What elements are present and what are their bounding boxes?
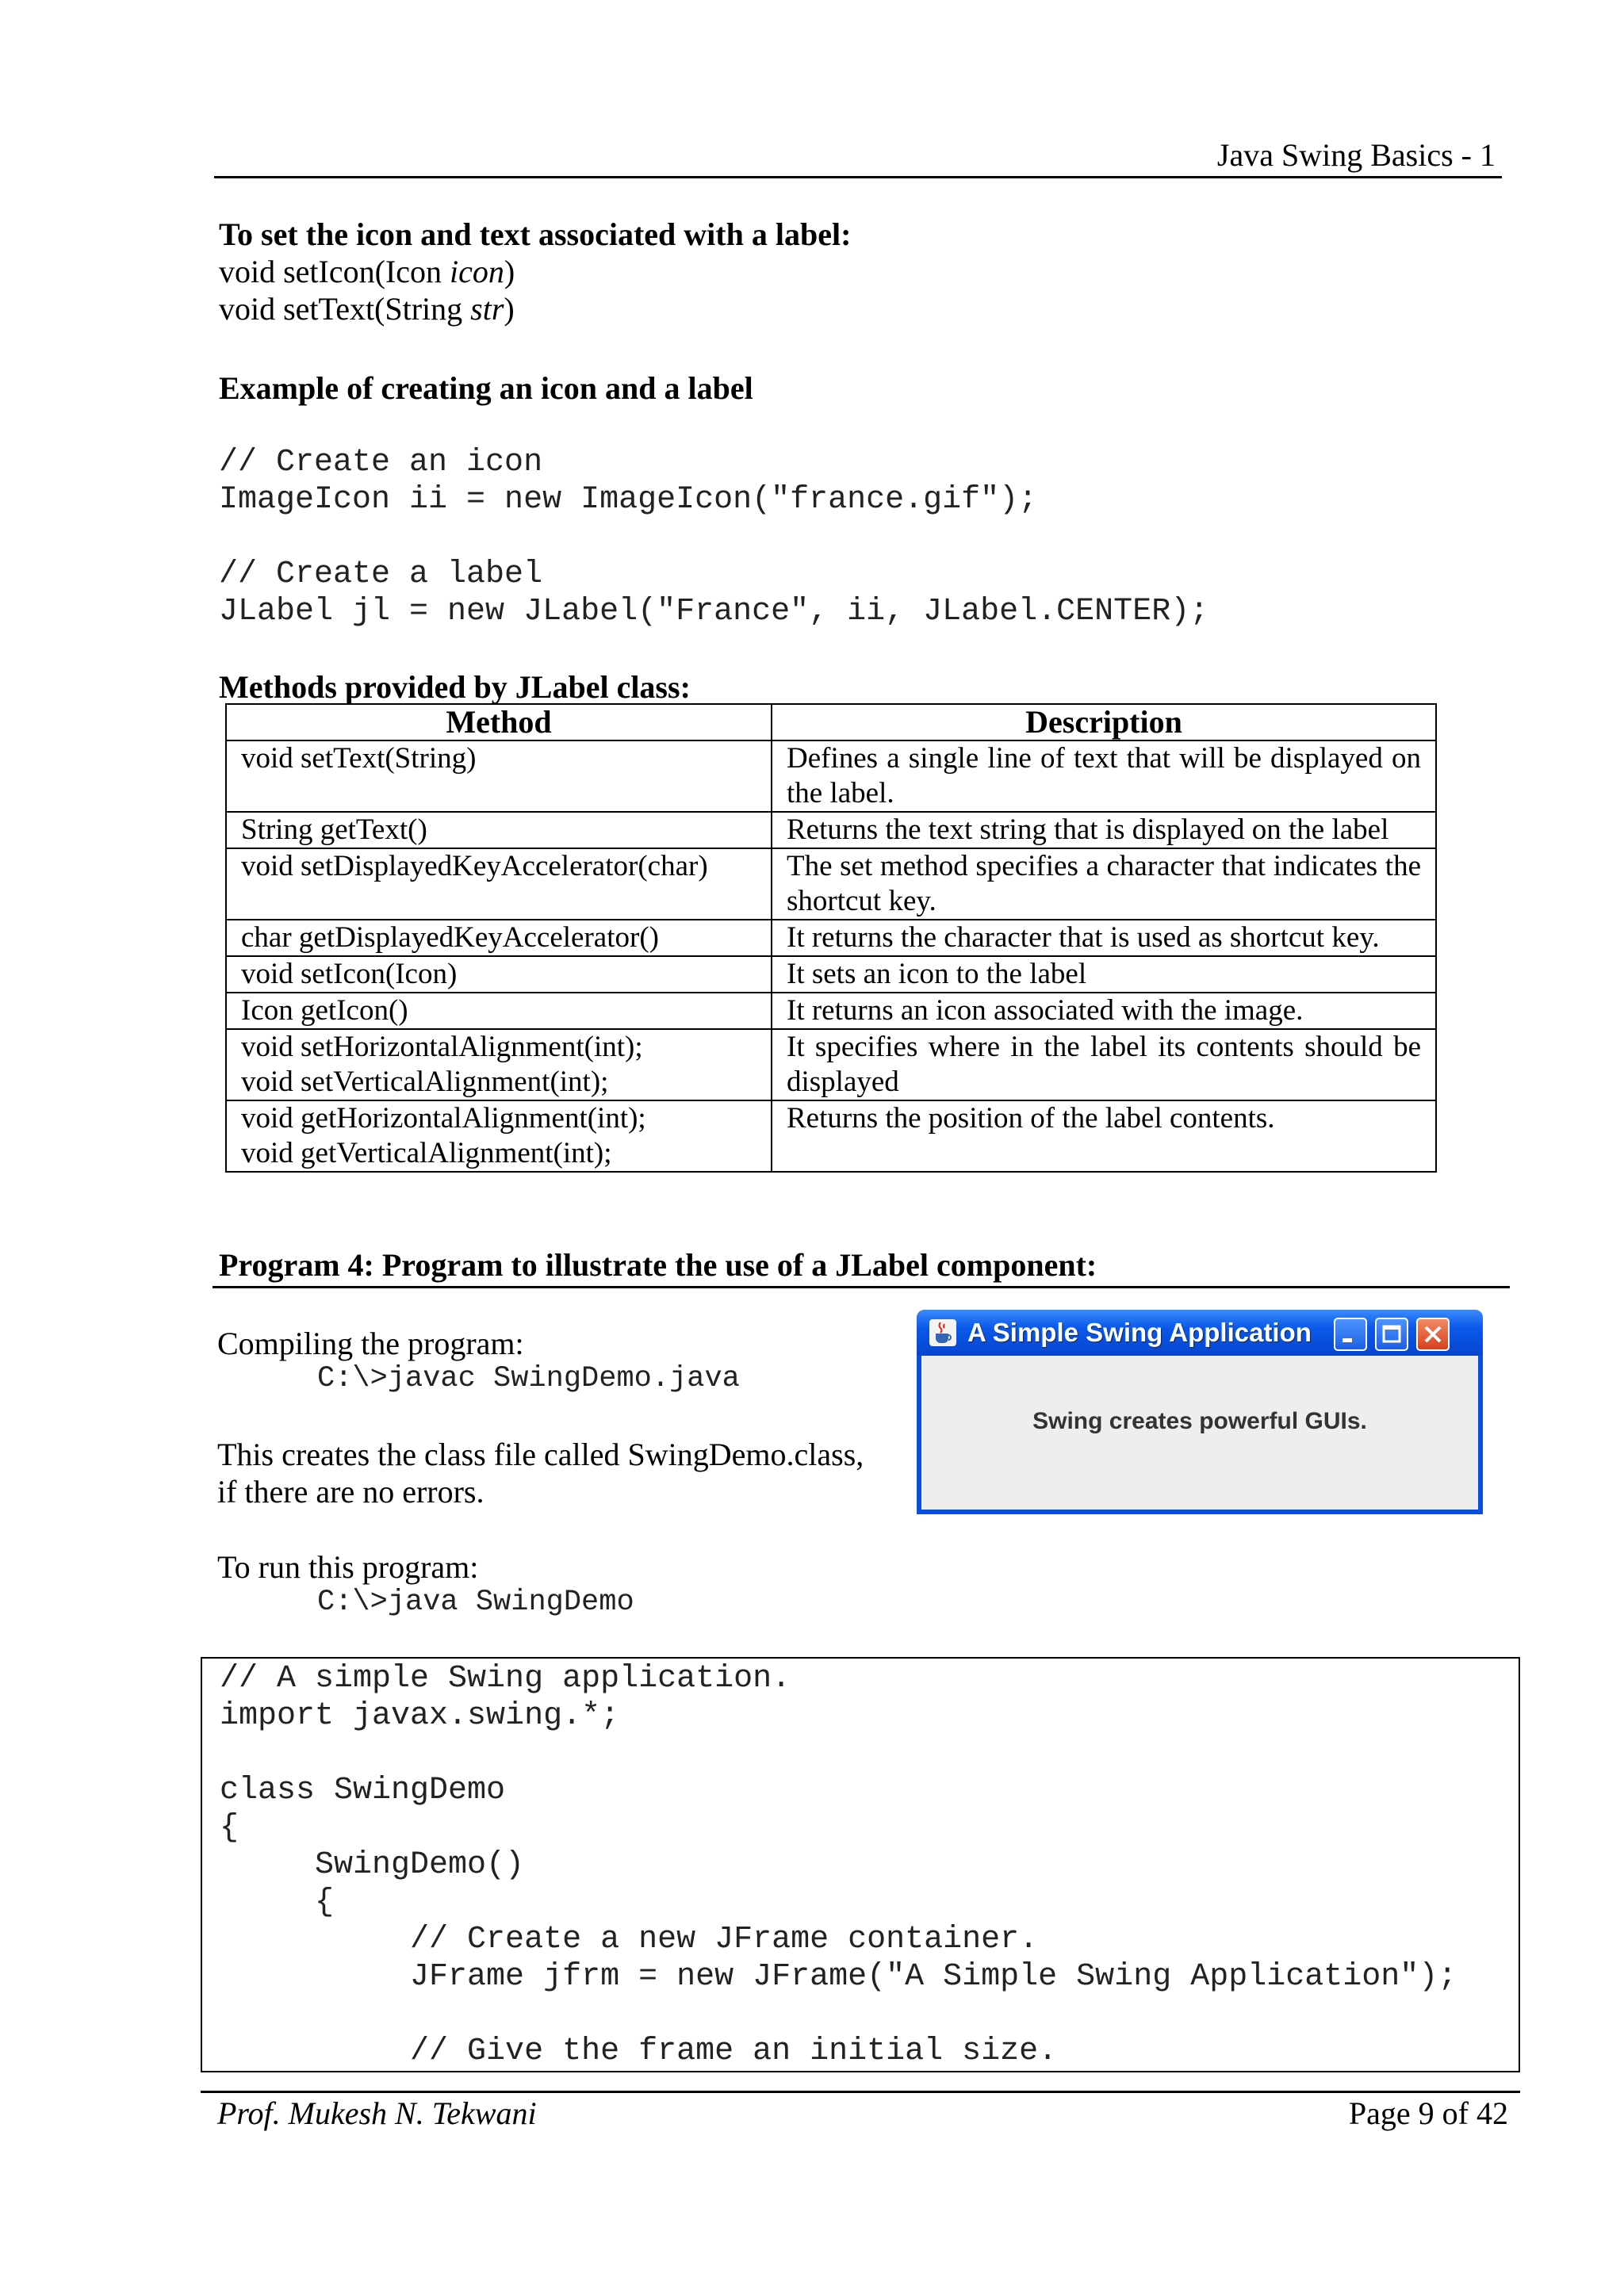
method-cell: void setIcon(Icon) — [226, 956, 772, 993]
creates-class-text-line1: This creates the class file called SwingDemo.class, — [217, 1437, 864, 1472]
signature-text: void setIcon(Icon — [219, 254, 450, 289]
program-source-code: // A simple Swing application. import javax.swing.*; class SwingDemo { SwingDemo() { // Create a new JFrame container. JFrame jfrm = new JFrame("A Simple Swing Application"); // Give the frame an initial size. — [220, 1661, 1457, 2069]
close-icon — [1418, 1319, 1448, 1349]
run-command: C:\>java SwingDemo — [317, 1586, 634, 1619]
description-cell: Returns the text string that is displayed on the label — [772, 812, 1436, 848]
window-label-text: Swing creates powerful GUIs. — [1032, 1408, 1367, 1434]
description-cell: It specifies where in the label its contents should be displayed — [772, 1029, 1436, 1100]
column-header-method: Method — [226, 704, 772, 740]
footer-rule — [201, 2091, 1520, 2093]
window-titlebar — [917, 1310, 1483, 1356]
java-cup-icon — [929, 1319, 956, 1346]
table-row — [226, 956, 1436, 993]
creates-class-text-line2: if there are no errors. — [217, 1474, 485, 1510]
program-heading: Program 4: Program to illustrate the use of a JLabel component: — [219, 1247, 1097, 1283]
signature-arg: str — [470, 291, 504, 327]
close-button[interactable] — [1416, 1318, 1450, 1351]
method-cell: void setText(String) — [226, 740, 772, 812]
methods-table — [225, 703, 1437, 1173]
signature-close: ) — [504, 254, 515, 289]
method-cell: void getHorizontalAlignment(int); void getVerticalAlignment(int); — [226, 1100, 772, 1172]
methods-table-heading: Methods provided by JLabel class: — [219, 669, 691, 705]
example-heading: Example of creating an icon and a label — [219, 370, 753, 406]
maximize-icon — [1377, 1319, 1407, 1349]
method-signature-seticon — [219, 253, 515, 290]
method-cell: void setHorizontalAlignment(int); void setVerticalAlignment(int); — [226, 1029, 772, 1100]
running-header-title: Java Swing Basics - 1 — [1216, 137, 1496, 173]
compile-label: Compiling the program: — [217, 1326, 524, 1361]
section-heading-set-icon-text: To set the icon and text associated with a label: — [219, 216, 852, 252]
table-row — [226, 920, 1436, 956]
footer-page-number: Page 9 of 42 — [1348, 2095, 1508, 2131]
footer-author: Prof. Mukesh N. Tekwani — [217, 2095, 537, 2131]
method-signature-settext — [219, 290, 515, 327]
table-row — [226, 1029, 1436, 1100]
table-row — [226, 993, 1436, 1029]
minimize-button[interactable] — [1334, 1318, 1367, 1351]
table-row — [226, 812, 1436, 848]
method-cell: char getDisplayedKeyAccelerator() — [226, 920, 772, 956]
column-header-description: Description — [772, 704, 1436, 740]
run-label: To run this program: — [217, 1549, 479, 1585]
table-row — [226, 848, 1436, 920]
program-code-box — [201, 1657, 1520, 2072]
method-cell: Icon getIcon() — [226, 993, 772, 1029]
description-cell: It returns the character that is used as shortcut key. — [772, 920, 1436, 956]
code-snippet-create-label: // Create a label JLabel jl = new JLabel("France", ii, JLabel.CENTER); — [219, 557, 1209, 629]
table-row — [226, 740, 1436, 812]
description-cell: Returns the position of the label contents. — [772, 1100, 1436, 1172]
window-content — [921, 1356, 1478, 1510]
header-rule — [214, 176, 1502, 178]
method-cell: void setDisplayedKeyAccelerator(char) — [226, 848, 772, 920]
minimize-icon — [1335, 1319, 1365, 1349]
method-cell: String getText() — [226, 812, 772, 848]
description-cell: The set method specifies a character that indicates the shortcut key. — [772, 848, 1436, 920]
signature-text: void setText(String — [219, 291, 471, 327]
signature-arg: icon — [450, 254, 504, 289]
table-header-row — [226, 704, 1436, 740]
code-snippet-create-icon: // Create an icon ImageIcon ii = new ImageIcon("france.gif"); — [219, 445, 1038, 518]
compile-command: C:\>javac SwingDemo.java — [317, 1362, 740, 1395]
window-title: A Simple Swing Application — [967, 1318, 1312, 1347]
program-heading-rule — [213, 1286, 1510, 1288]
swing-app-window-screenshot — [917, 1310, 1483, 1514]
maximize-button[interactable] — [1375, 1318, 1408, 1351]
table-row — [226, 1100, 1436, 1172]
description-cell: It returns an icon associated with the image. — [772, 993, 1436, 1029]
description-cell: Defines a single line of text that will be displayed on the label. — [772, 740, 1436, 812]
description-cell: It sets an icon to the label — [772, 956, 1436, 993]
signature-close: ) — [504, 291, 515, 327]
